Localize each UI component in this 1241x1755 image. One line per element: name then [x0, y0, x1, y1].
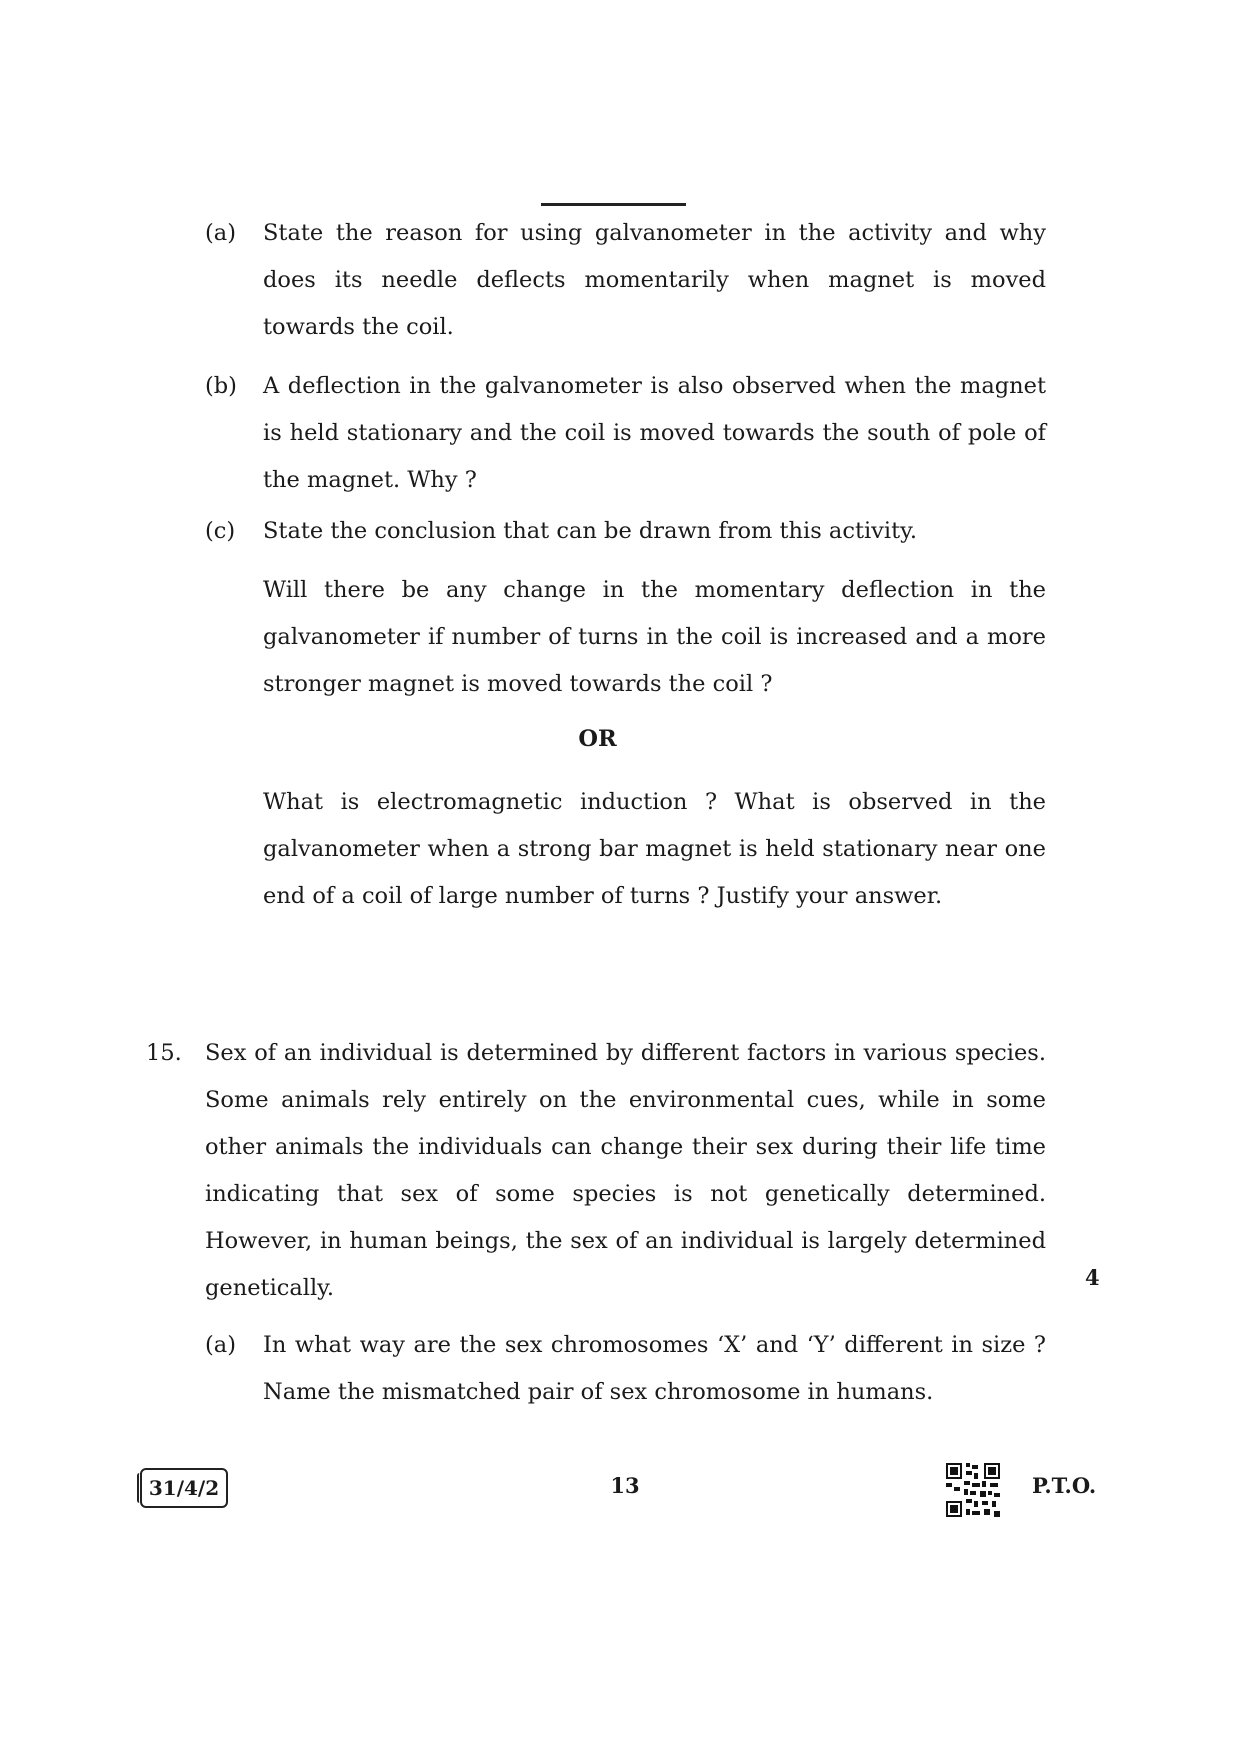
or-separator: OR	[578, 726, 617, 752]
question-number: 15.	[146, 1040, 182, 1066]
part-a-text: State the reason for using galvanometer in the activity and why does its needle deflects momentarily when magnet is moved towards the coil.	[263, 220, 1046, 340]
part-c-question: Will there be any change in the momentary deflection in the galvanometer if number of turns in the coil is increased and a more stronger magnet is moved towards the coil ?	[263, 577, 1046, 697]
question-15-text: Sex of an individual is determined by different factors in various species. Some animals rely entirely on the environmental cues, while in some other animals the individuals can change their sex during their life time indicating that sex of some species is not genetically determined. However, in human beings, the sex of an individual is largely determined genetically.	[205, 1040, 1046, 1301]
alternative-question: What is electromagnetic induction ? What is observed in the galvanometer when a strong bar magnet is held stationary near one end of a coil of large number of turns ? Justify your answer.	[263, 789, 1046, 909]
qr-code-icon	[946, 1463, 1000, 1517]
question-marks: 4	[1085, 1265, 1100, 1290]
page-number: 13	[610, 1473, 640, 1498]
part-b-text: A deflection in the galvanometer is also observed when the magnet is held stationary and the coil is moved towards the south of pole of the magnet. Why ?	[263, 373, 1046, 493]
part-c-text: State the conclusion that can be drawn from this activity.	[263, 518, 918, 544]
paper-code: 31/4/2	[140, 1468, 228, 1508]
part-b-label: (b)	[205, 373, 237, 399]
part-c-label: (c)	[205, 518, 236, 544]
section-divider	[541, 203, 686, 206]
q15-part-a-label: (a)	[205, 1332, 236, 1358]
pto-label: P.T.O.	[1032, 1473, 1097, 1498]
part-a-label: (a)	[205, 220, 236, 246]
q15-part-a-text: In what way are the sex chromosomes ‘X’ and ‘Y’ different in size ? Name the mismatched pair of sex chromosome in humans.	[263, 1332, 1046, 1405]
